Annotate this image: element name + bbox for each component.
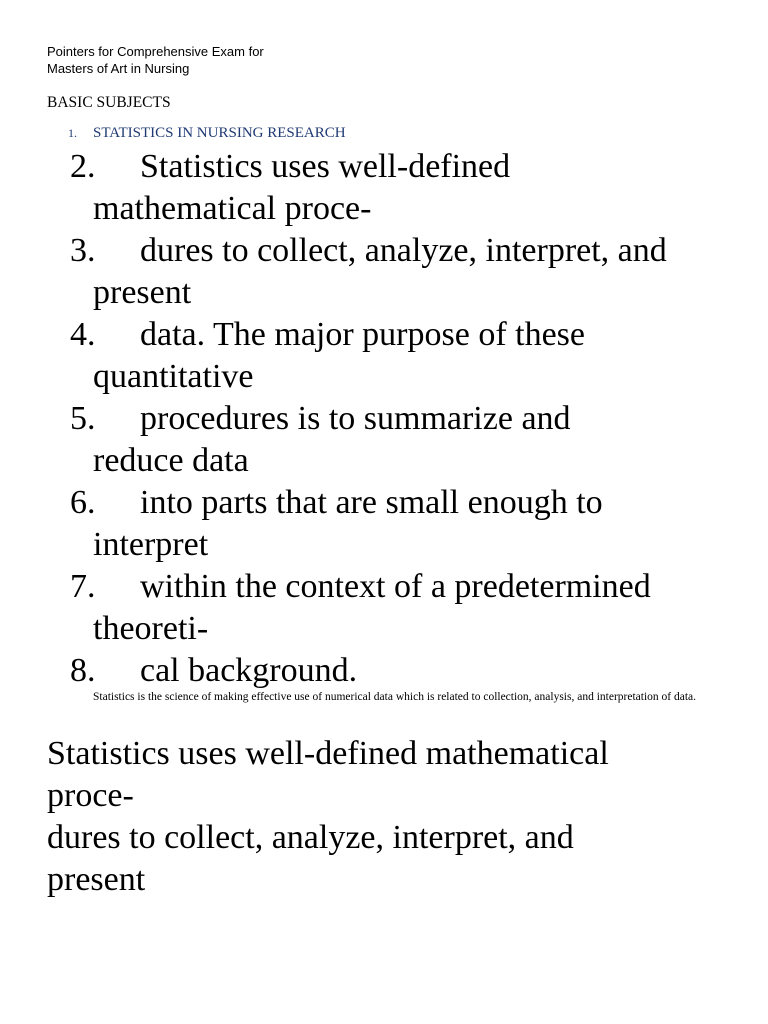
numbered-list: [70, 146, 760, 692]
list-item: [70, 230, 760, 314]
list-item-text: dures to collect, analyze, interpret, and: [140, 232, 667, 269]
list-item-text: procedures is to summarize and: [140, 400, 571, 437]
list-item-number: 3.: [70, 232, 96, 269]
list-item-continuation: quantitative: [93, 358, 254, 395]
repeated-paragraph: [47, 733, 747, 901]
list-item-continuation: interpret: [93, 526, 209, 563]
list-item-number: 5.: [70, 400, 96, 437]
list-item: [70, 146, 760, 230]
list-item-continuation: theoreti-: [93, 610, 209, 647]
list-item-continuation: present: [93, 274, 192, 311]
list-item: [70, 314, 760, 398]
list-item-text: into parts that are small enough to: [140, 484, 603, 521]
list-item-number: 7.: [70, 568, 96, 605]
list-item-number: 2.: [70, 148, 96, 185]
list-item: [70, 482, 760, 566]
list-item: [70, 566, 760, 650]
document-header: [47, 43, 264, 77]
header-line-2: Masters of Art in Nursing: [47, 61, 190, 76]
paragraph-line: Statistics uses well-defined mathematical: [47, 735, 609, 772]
list-item: [70, 650, 760, 692]
paragraph-line: dures to collect, analyze, interpret, and: [47, 819, 574, 856]
list-item-number: 6.: [70, 484, 96, 521]
list-item-number: 8.: [70, 652, 96, 689]
list-item-continuation: mathematical proce-: [93, 190, 372, 227]
list-item-text: cal background.: [140, 652, 358, 689]
list-item-text: Statistics uses well-defined: [140, 148, 511, 185]
list-item-number: 4.: [70, 316, 96, 353]
list-item-text: data. The major purpose of these: [140, 316, 586, 353]
section-title: BASIC SUBJECTS: [47, 94, 171, 111]
sub-item: [68, 124, 346, 142]
header-line-1: Pointers for Comprehensive Exam for: [47, 44, 264, 59]
paragraph-line: present: [47, 861, 146, 898]
list-item-text: within the context of a predetermined: [140, 568, 651, 605]
sub-item-number: 1.: [68, 126, 77, 140]
list-item-continuation: reduce data: [93, 442, 249, 479]
definition-note: Statistics is the science of making effective use of numerical data which is related to collection, analysis, and interpretation of data.: [93, 691, 697, 703]
list-item: [70, 398, 760, 482]
paragraph-line: proce-: [47, 777, 134, 814]
sub-item-label: STATISTICS IN NURSING RESEARCH: [93, 125, 346, 141]
